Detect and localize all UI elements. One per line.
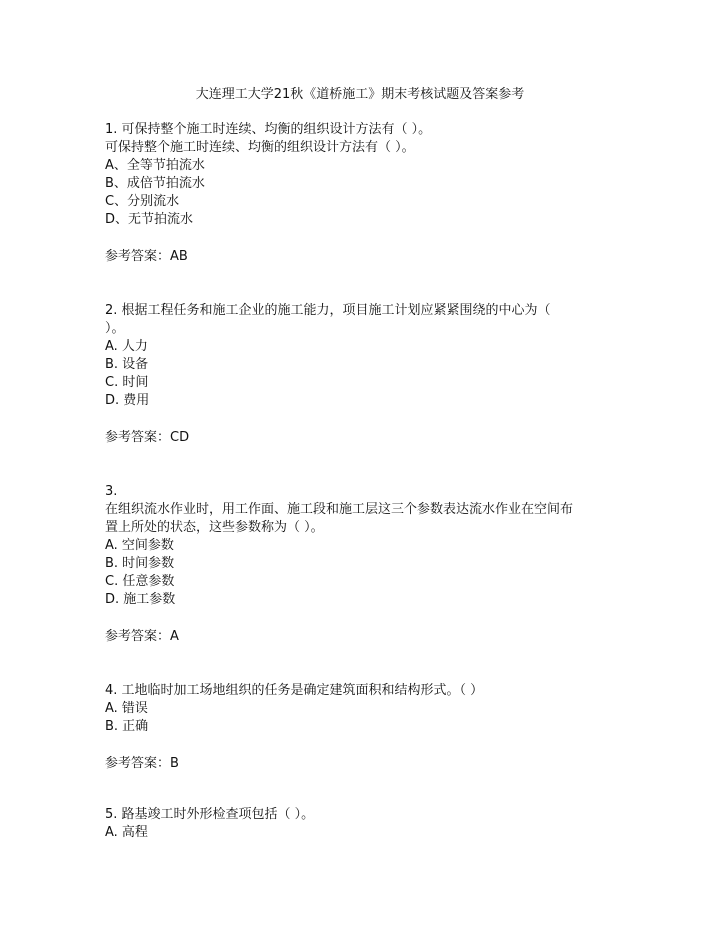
question-stem: 在组织流水作业时，用工作面、施工段和施工层这三个参数表达流水作业在空间布: [105, 502, 574, 517]
option: D、无节拍流水: [105, 212, 194, 227]
question-number: 3.: [105, 484, 118, 499]
question-stem: 4. 工地临时加工场地组织的任务是确定建筑面积和结构形式。（ ）: [105, 683, 484, 698]
option: A. 错误: [105, 701, 148, 716]
question-stem: 2. 根据工程任务和施工企业的施工能力，项目施工计划应紧紧围绕的中心为（: [105, 303, 551, 318]
question-1: [105, 121, 645, 229]
answer-4: [105, 755, 645, 773]
question-stem: 5. 路基竣工时外形检查项包括（ ）。: [105, 807, 315, 822]
reference-answer: 参考答案：B: [105, 756, 179, 771]
option: A. 高程: [105, 825, 148, 840]
document-title: 大连理工大学21秋《道桥施工》期末考核试题及答案参考: [195, 87, 525, 102]
answer-3: [105, 628, 645, 646]
option: C. 时间: [105, 375, 149, 390]
question-5: [105, 806, 645, 842]
question-3: [105, 483, 645, 609]
reference-answer: 参考答案：CD: [105, 430, 190, 445]
option: A. 空间参数: [105, 538, 174, 553]
option: D. 施工参数: [105, 592, 176, 607]
question-2: [105, 302, 645, 410]
question-stem: ）。: [105, 321, 125, 336]
option: B、成倍节拍流水: [105, 176, 205, 191]
option: B. 设备: [105, 357, 149, 372]
question-4: [105, 682, 645, 736]
option: B. 时间参数: [105, 556, 175, 571]
option: D. 费用: [105, 393, 150, 408]
option: A. 人力: [105, 339, 148, 354]
question-stem: 1. 可保持整个施工时连续、均衡的组织设计方法有（ ）。: [105, 122, 432, 137]
option: A、全等节拍流水: [105, 158, 205, 173]
reference-answer: 参考答案：AB: [105, 249, 188, 264]
answer-2: [105, 429, 645, 447]
question-stem: 置上所处的状态，这些参数称为（ ）。: [105, 520, 324, 535]
option: C、分别流水: [105, 194, 180, 209]
option: C. 任意参数: [105, 574, 175, 589]
option: B. 正确: [105, 719, 149, 734]
reference-answer: 参考答案：A: [105, 629, 179, 644]
question-stem: 可保持整个施工时连续、均衡的组织设计方法有（ ）。: [105, 140, 415, 155]
answer-1: [105, 248, 645, 266]
